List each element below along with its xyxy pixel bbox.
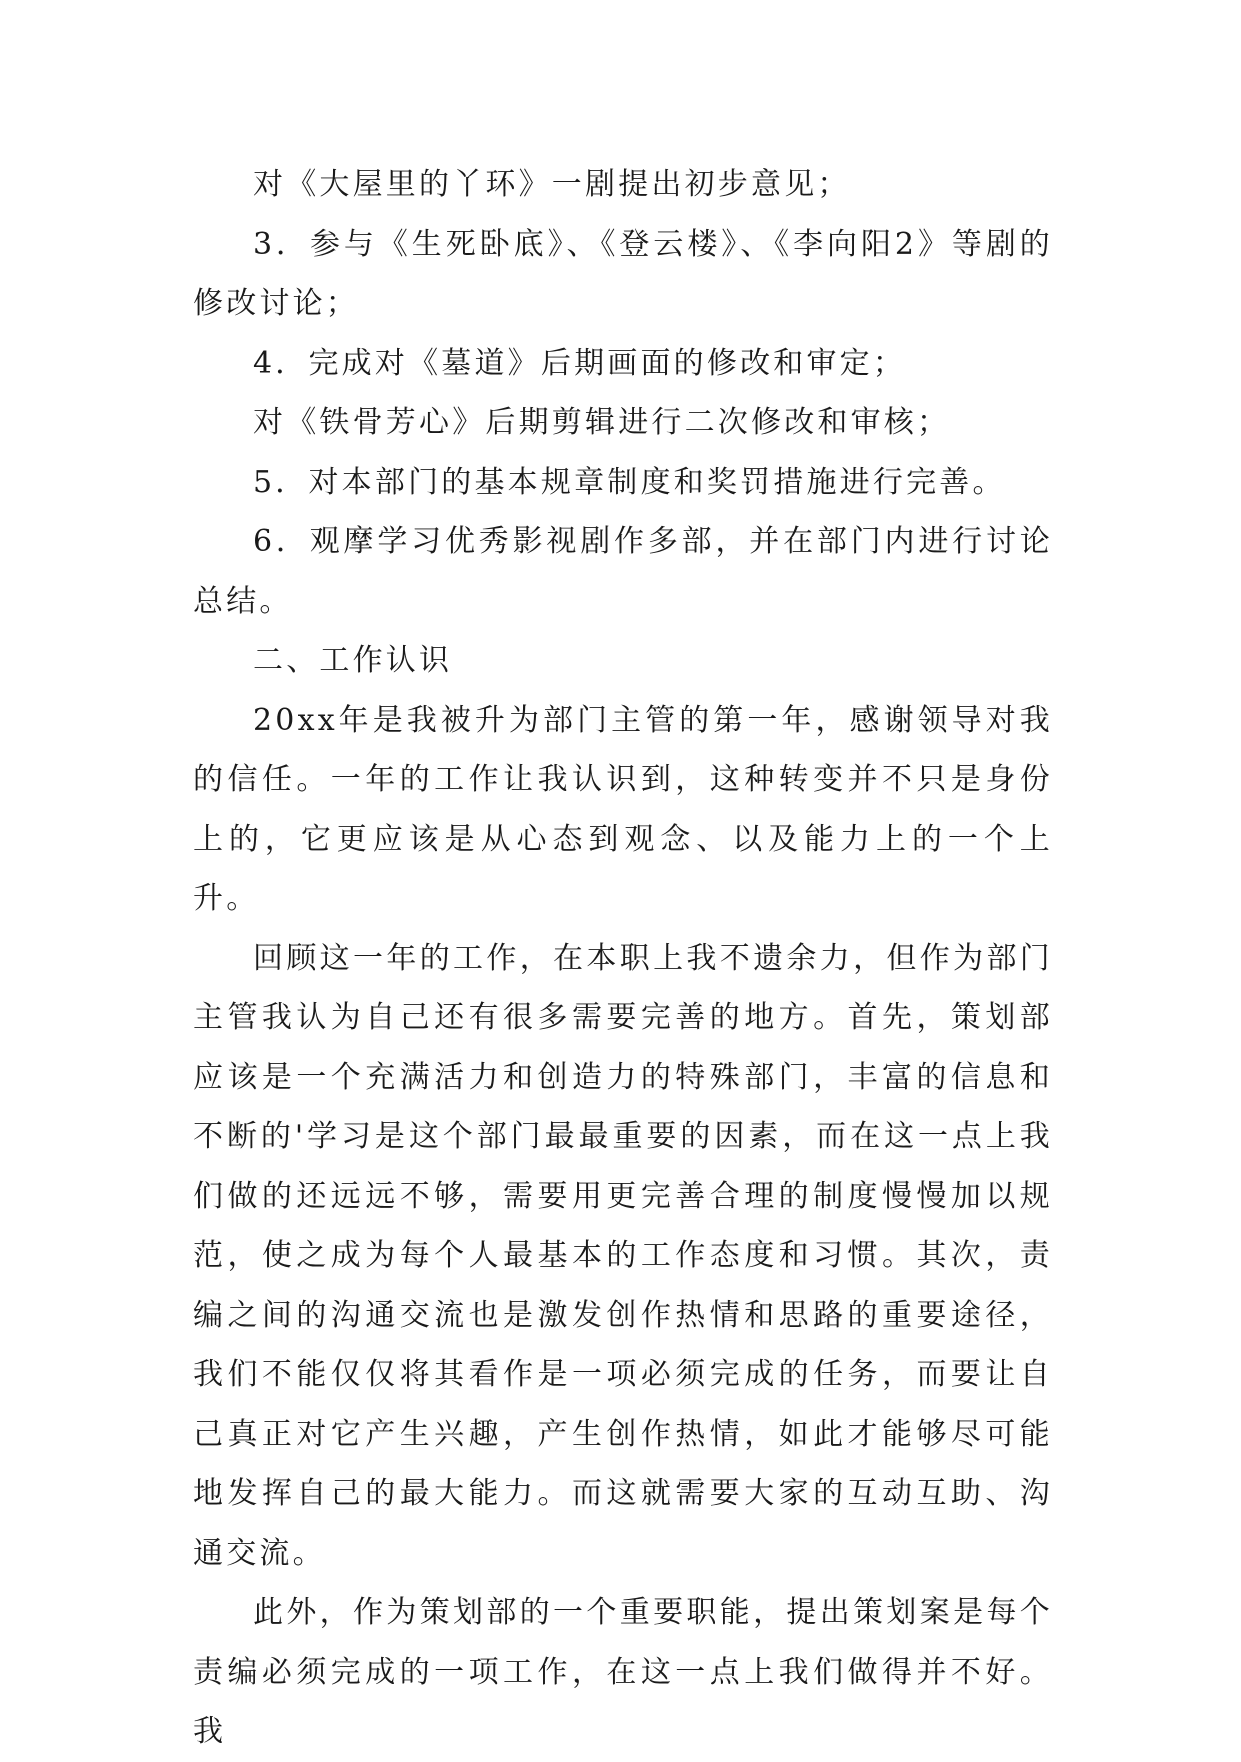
paragraph: 3．参与《生死卧底》、《登云楼》、《李向阳2》等剧的修改讨论；: [193, 226, 1053, 321]
paragraph: 5．对本部门的基本规章制度和奖罚措施进行完善。: [253, 464, 1006, 500]
paragraph: 4．完成对《墓道》后期画面的修改和审定；: [253, 345, 907, 381]
paragraph: 6．观摩学习优秀影视剧作多部，并在部门内进行讨论总结。: [193, 524, 1053, 619]
document-body: [193, 155, 1053, 1762]
paragraph: 此外，作为策划部的一个重要职能，提出策划案是每个责编必须完成的一项工作，在这一点上我们做得并不好。我: [193, 1595, 1053, 1749]
paragraph: 对《铁骨芳心》后期剪辑进行二次修改和审核；: [253, 405, 951, 440]
paragraph: 20xx年是我被升为部门主管的第一年，感谢领导对我的信任。一年的工作让我认识到，这种转变并不只是身份上的，它更应该是从心态到观念、以及能力上的一个上升。: [193, 702, 1053, 916]
paragraph: 对《大屋里的丫环》一剧提出初步意见；: [253, 167, 851, 202]
paragraph: 回顾这一年的工作，在本职上我不遗余力，但作为部门主管我认为自己还有很多需要完善的地方。首先，策划部应该是一个充满活力和创造力的特殊部门，丰富的信息和不断的'学习是这个部门最最重要的因素，而在这一点上我们做的还远远不够，需要用更完善合理的制度慢慢加以规范，使之成为每个人最基本的工作态度和习惯。其次，责编之间的沟通交流也是激发创作热情和思路的重要途径，我们不能仅仅将其看作是一项必须完成的任务，而要让自己真正对它产生兴趣，产生创作热情，如此才能够尽可能地发挥自己的最大能力。而这就需要大家的互动互助、沟通交流。: [193, 940, 1053, 1571]
section-heading: 二、工作认识: [253, 643, 453, 678]
